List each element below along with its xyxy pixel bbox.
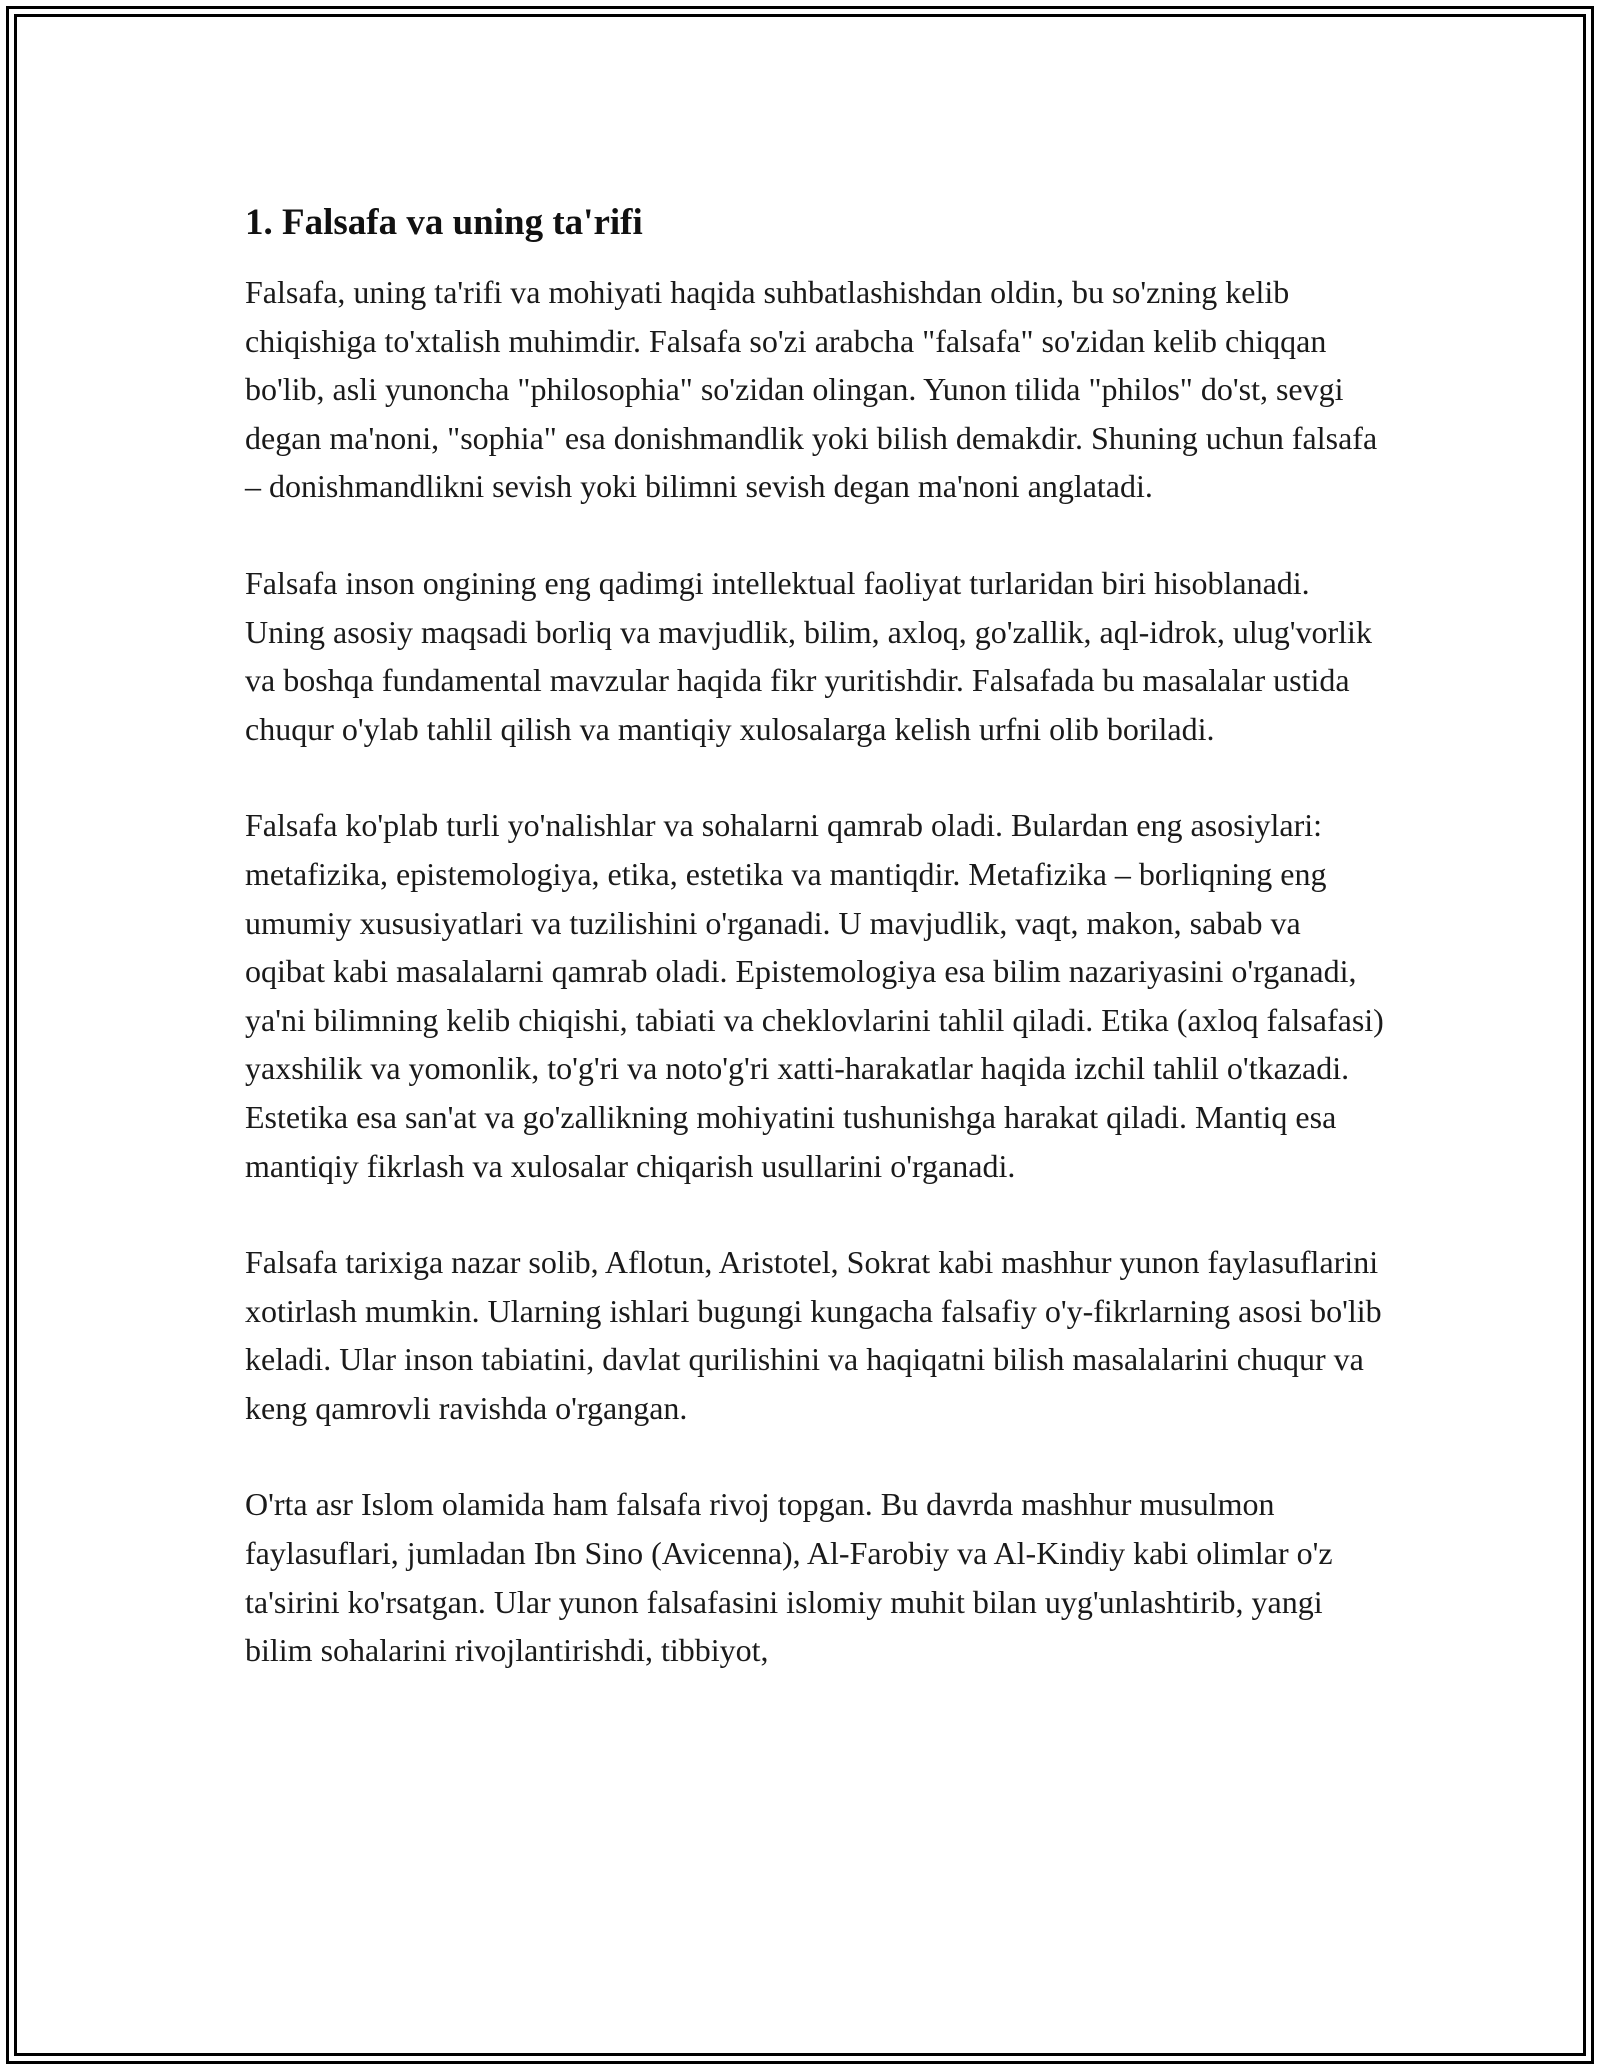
paragraph-5: O'rta asr Islom olamida ham falsafa rivoj topgan. Bu davrda mashhur musulmon faylasuflari, jumladan Ibn Sino (Avicenna), Al-Farobiy va Al-Kindiy kabi olimlar o'z ta'sirini ko'rsatgan. Ular yunon falsafasini islomiy muhit bilan uyg'unlashtirib, yangi bilim sohalarini rivojlantirishdi, tibbiyot, [245,1486,1333,1669]
paragraph-2: Falsafa inson ongining eng qadimgi intellektual faoliyat turlaridan biri hisoblanadi. Uning asosiy maqsadi borliq va mavjudlik, bilim, axloq, go'zallik, aql-idrok, ulug'vorlik va boshqa fundamental mavzular haqida fikr yuritishdir. Falsafada bu masalalar ustida chuqur o'ylab tahlil qilish va mantiqiy xulosalarga kelish urfni olib boriladi. [245,564,1372,747]
section-heading: 1. Falsafa va uning ta'rifi [245,202,643,243]
document-body [245,195,1385,1723]
paragraph-3: Falsafa ko'plab turli yo'nalishlar va sohalarni qamrab oladi. Bulardan eng asosiylari: metafizika, epistemologiya, etika, estetika va mantiqdir. Metafizika – borliqning eng umumiy xususiyatlari va tuzilishini o'rganadi. U mavjudlik, vaqt, makon, sabab va oqibat kabi masalalarni qamrab oladi. Epistemologiya esa bilim nazariyasini o'rganadi, ya'ni bilimning kelib chiqishi, tabiati va cheklovlarini tahlil qiladi. Etika (axloq falsafasi) yaxshilik va yomonlik, to'g'ri va noto'g'ri xatti-harakatlar haqida izchil tahlil o'tkazadi. Estetika esa san'at va go'zallikning mohiyatini tushunishga harakat qiladi. Mantiq esa mantiqiy fikrlash va xulosalar chiqarish usullarini o'rganadi. [245,807,1384,1184]
paragraph-4: Falsafa tarixiga nazar solib, Aflotun, Aristotel, Sokrat kabi mashhur yunon faylasuflarini xotirlash mumkin. Ularning ishlari bugungi kungacha falsafiy o'y-fikrlarning asosi bo'lib keladi. Ular inson tabiatini, davlat qurilishini va haqiqatni bilish masalalarini chuqur va keng qamrovli ravishda o'rgangan. [245,1244,1382,1426]
page-border [6,6,1594,2064]
paragraph-1: Falsafa, uning ta'rifi va mohiyati haqida suhbatlashishdan oldin, bu so'zning kelib chiqishiga to'xtalish muhimdir. Falsafa so'zi arabcha "falsafa" so'zidan kelib chiqqan bo'lib, asli yunoncha "philosophia" so'zidan olingan. Yunon tilida "philos" do'st, sevgi degan ma'noni, "sophia" esa donishmandlik yoki bilish demakdir. Shuning uchun falsafa – donishmandlikni sevish yoki bilimni sevish degan ma'noni anglatadi. [245,274,1378,505]
